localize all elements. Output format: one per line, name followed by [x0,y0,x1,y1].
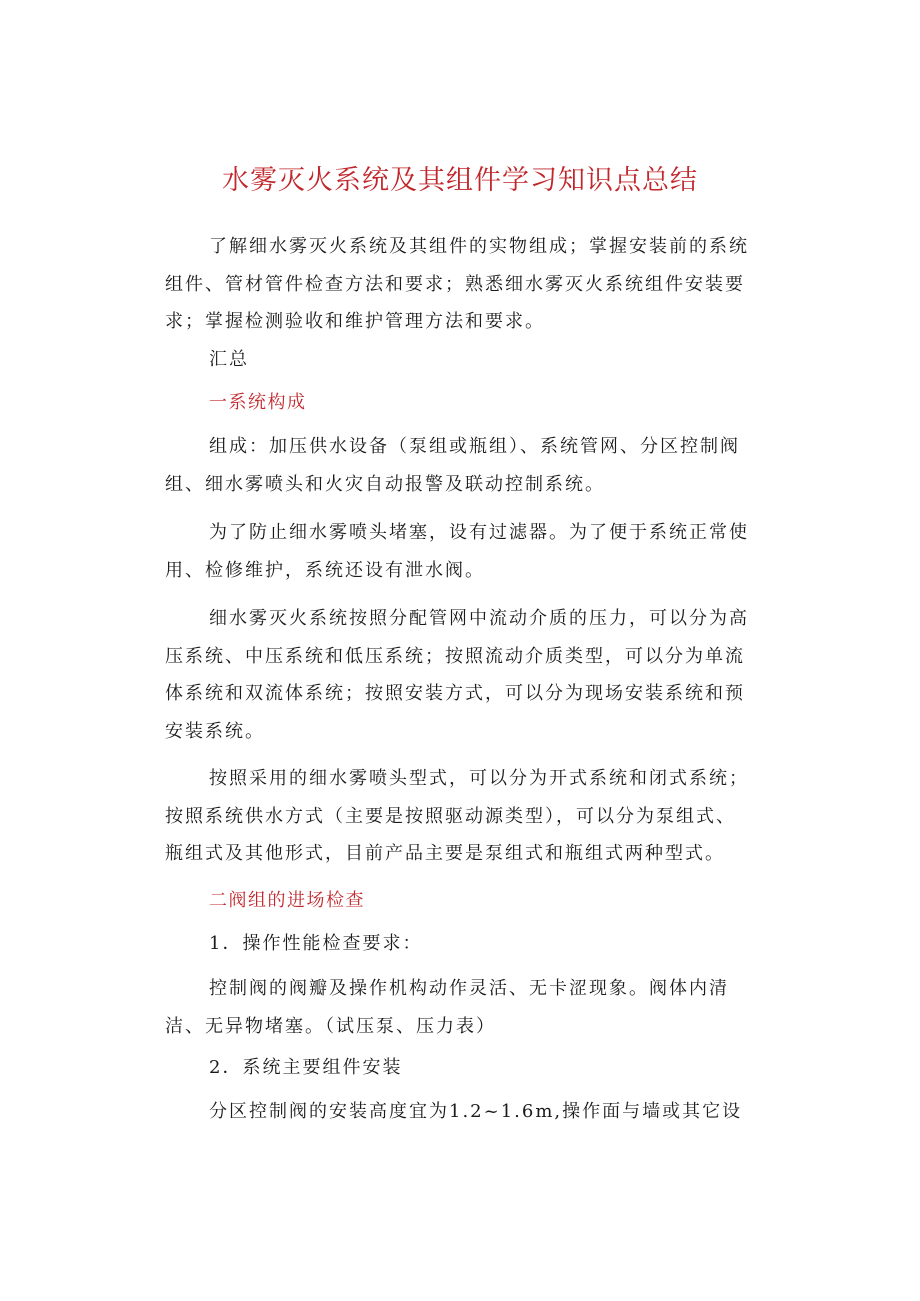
paragraph-classification-pressure: 细水雾灭火系统按照分配管网中流动介质的压力，可以分为高压系统、中压系统和低压系统；按照流动介质类型，可以分为单流体系统和双流体系统；按照安装方式，可以分为现场安装系统和预安装系统。 [165,608,749,742]
paragraph-operation-check: 控制阀的阀瓣及操作机构动作灵活、无卡涩现象。阀体内清洁、无异物堵塞。（试压泵、压力表） [165,978,729,1037]
section-heading-valve-inspection: 二阀组的进场检查 [209,890,365,911]
document-title: 水雾灭火系统及其组件学习知识点总结 [222,165,698,196]
paragraph-classification-nozzle: 按照采用的细水雾喷头型式，可以分为开式系统和闭式系统；按照系统供水方式（主要是按照驱动源类型），可以分为泵组式、瓶组式及其他形式，目前产品主要是泵组式和瓶组式两种型式。 [165,768,749,864]
intro-paragraph: 了解细水雾灭火系统及其组件的实物组成；掌握安装前的系统组件、管材管件检查方法和要求；熟悉细水雾灭火系统组件安装要求；掌握检测验收和维护管理方法和要求。 [165,236,749,332]
paragraph-composition: 组成：加压供水设备（泵组或瓶组）、系统管网、分区控制阀组、细水雾喷头和火灾自动报警及联动控制系统。 [165,436,740,495]
item-title-component-install: 2．系统主要组件安装 [209,1057,403,1078]
section-heading-system-composition: 一系统构成 [209,392,307,413]
item-title-operation-check: 1．操作性能检查要求： [209,933,423,954]
paragraph-component-install: 分区控制阀的安装高度宜为1.2~1.6m,操作面与墙或其它设 [209,1101,743,1122]
summary-label: 汇总 [209,349,249,370]
paragraph-filter-drain: 为了防止细水雾喷头堵塞，设有过滤器。为了便于系统正常使用、检修维护，系统还设有泄水阀。 [165,522,749,581]
